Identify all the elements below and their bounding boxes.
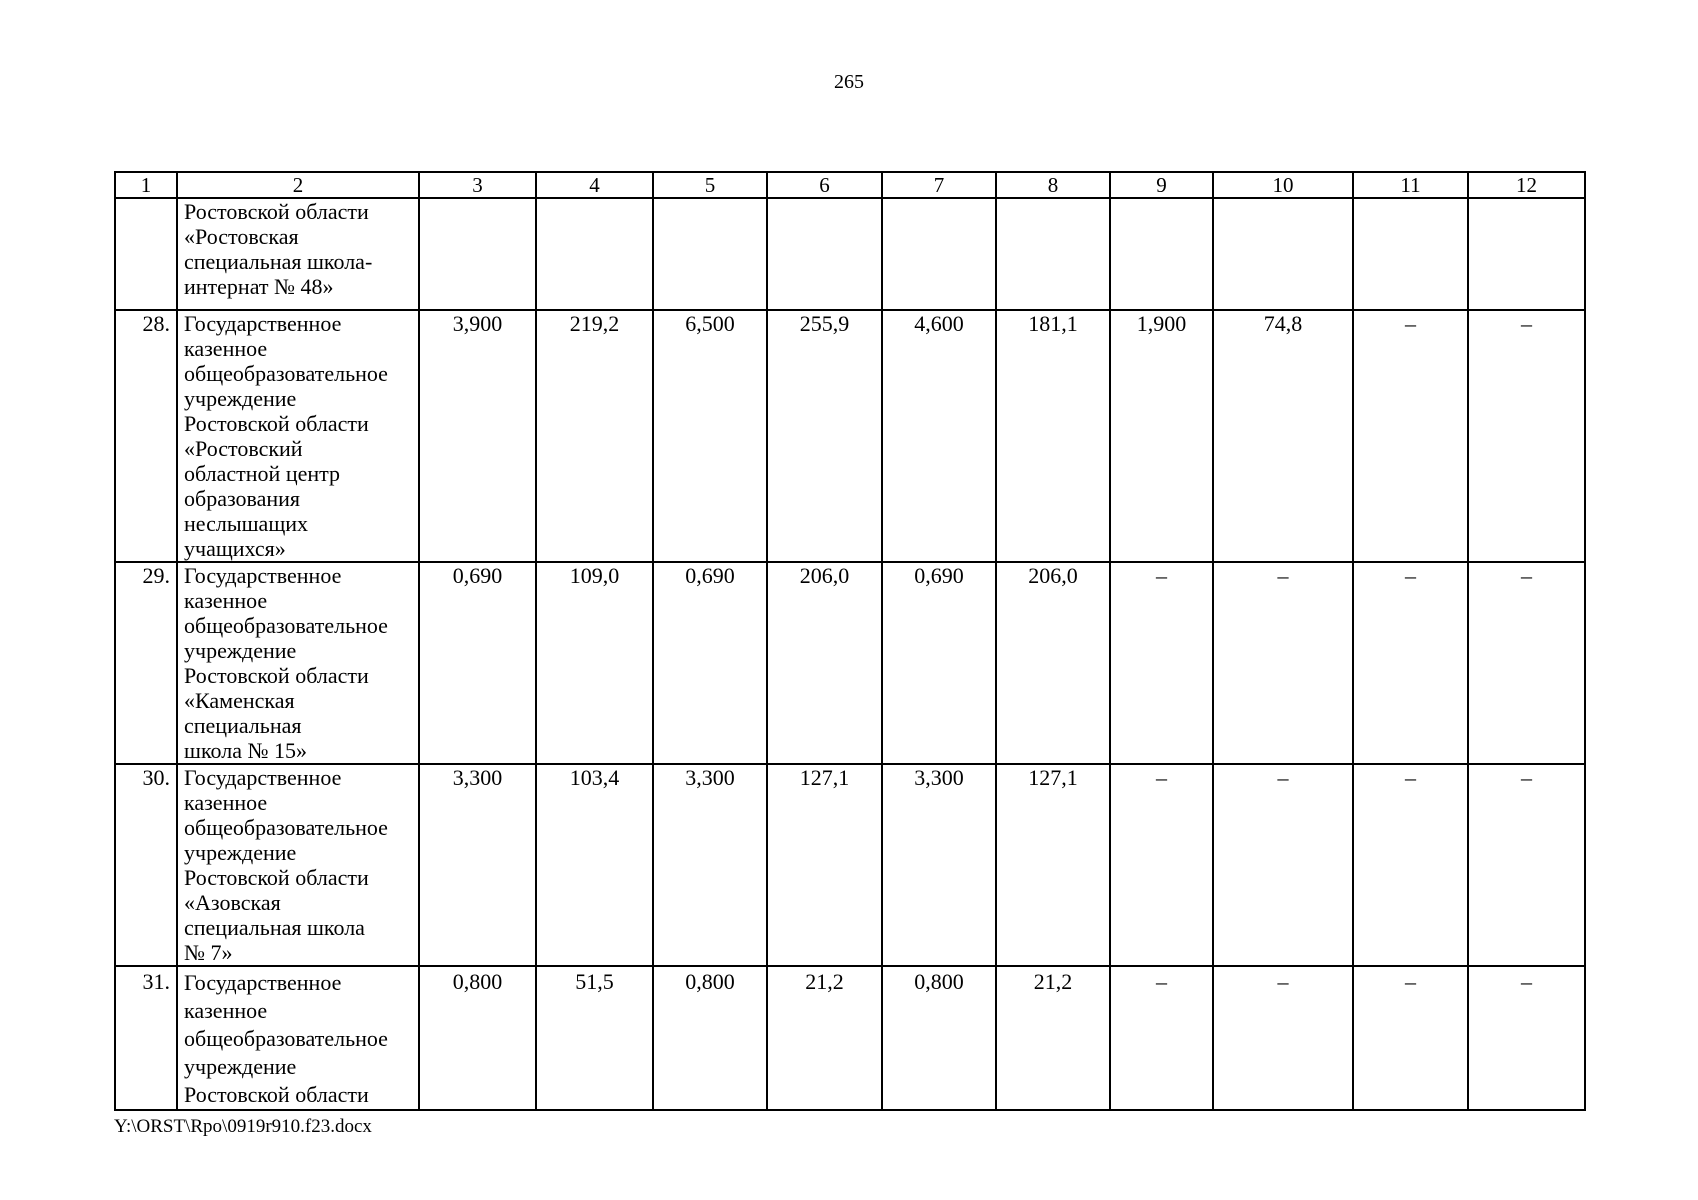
- table-cell: –: [1353, 562, 1468, 764]
- column-header: 6: [767, 172, 882, 198]
- table-cell: 3,300: [882, 764, 996, 966]
- row-number: 28.: [115, 310, 177, 562]
- table-cell: –: [1213, 562, 1353, 764]
- table-cell: [767, 198, 882, 310]
- table-cell: 0,690: [419, 562, 536, 764]
- table-cell: –: [1468, 310, 1585, 562]
- table-cell: [536, 198, 653, 310]
- table-cell: 6,500: [653, 310, 767, 562]
- table-cell: [419, 198, 536, 310]
- table-header-row: [115, 172, 1585, 198]
- table-row: [115, 562, 1585, 764]
- table-cell: [1213, 198, 1353, 310]
- table-cell: –: [1110, 562, 1213, 764]
- column-header: 10: [1213, 172, 1353, 198]
- table-cell: –: [1213, 764, 1353, 966]
- file-path-footer: Y:\ORST\Rpo\0919r910.f23.docx: [114, 1116, 372, 1137]
- table-cell: 0,690: [653, 562, 767, 764]
- table-cell: –: [1353, 764, 1468, 966]
- table-row: [115, 198, 1585, 310]
- data-table: [114, 171, 1586, 1111]
- table-cell: [1353, 198, 1468, 310]
- table-cell: 0,800: [419, 966, 536, 1110]
- institution-name: Ростовской области «Ростовская специальная школа- интернат № 48»: [177, 198, 419, 310]
- table-cell: –: [1110, 764, 1213, 966]
- column-header: 3: [419, 172, 536, 198]
- table-cell: 51,5: [536, 966, 653, 1110]
- column-header: 4: [536, 172, 653, 198]
- column-header: 12: [1468, 172, 1585, 198]
- table-cell: 127,1: [996, 764, 1110, 966]
- column-header: 2: [177, 172, 419, 198]
- institution-name: Государственное казенное общеобразовательное учреждение Ростовской области «Ростовский областной центр образования неслышащих учащихся»: [177, 310, 419, 562]
- table-cell: 1,900: [1110, 310, 1213, 562]
- table-cell: 74,8: [1213, 310, 1353, 562]
- table-cell: 219,2: [536, 310, 653, 562]
- page-number: 265: [834, 71, 864, 93]
- table-cell: –: [1353, 310, 1468, 562]
- row-number: [115, 198, 177, 310]
- table-cell: 3,300: [653, 764, 767, 966]
- table-cell: –: [1468, 764, 1585, 966]
- column-header: 11: [1353, 172, 1468, 198]
- row-number: 31.: [115, 966, 177, 1110]
- table-row: [115, 310, 1585, 562]
- table-cell: 206,0: [996, 562, 1110, 764]
- table-cell: 21,2: [996, 966, 1110, 1110]
- table-row: [115, 764, 1585, 966]
- table-cell: 4,600: [882, 310, 996, 562]
- institution-name: Государственное казенное общеобразовательное учреждение Ростовской области «Азовская специальная школа № 7»: [177, 764, 419, 966]
- row-number: 29.: [115, 562, 177, 764]
- table-cell: –: [1468, 562, 1585, 764]
- table-cell: 181,1: [996, 310, 1110, 562]
- table-cell: [1468, 198, 1585, 310]
- row-number: 30.: [115, 764, 177, 966]
- column-header: 8: [996, 172, 1110, 198]
- column-header: 5: [653, 172, 767, 198]
- table-cell: 127,1: [767, 764, 882, 966]
- table-cell: 3,300: [419, 764, 536, 966]
- table-cell: 0,800: [882, 966, 996, 1110]
- table-cell: 109,0: [536, 562, 653, 764]
- table-cell: 3,900: [419, 310, 536, 562]
- table-cell: [653, 198, 767, 310]
- table-cell: –: [1353, 966, 1468, 1110]
- table-cell: 0,800: [653, 966, 767, 1110]
- table-cell: [1110, 198, 1213, 310]
- column-header: 9: [1110, 172, 1213, 198]
- table-cell: 0,690: [882, 562, 996, 764]
- institution-name: Государственное казенное общеобразовательное учреждение Ростовской области «Каменская специальная школа № 15»: [177, 562, 419, 764]
- column-header: 1: [115, 172, 177, 198]
- table-cell: –: [1213, 966, 1353, 1110]
- column-header: 7: [882, 172, 996, 198]
- table-cell: 21,2: [767, 966, 882, 1110]
- table-cell: [996, 198, 1110, 310]
- table-cell: 206,0: [767, 562, 882, 764]
- institution-name: Государственное казенное общеобразовательное учреждение Ростовской области: [177, 966, 419, 1110]
- table-cell: [882, 198, 996, 310]
- table-cell: –: [1468, 966, 1585, 1110]
- table-cell: –: [1110, 966, 1213, 1110]
- table-row: [115, 966, 1585, 1110]
- table-cell: 255,9: [767, 310, 882, 562]
- table-cell: 103,4: [536, 764, 653, 966]
